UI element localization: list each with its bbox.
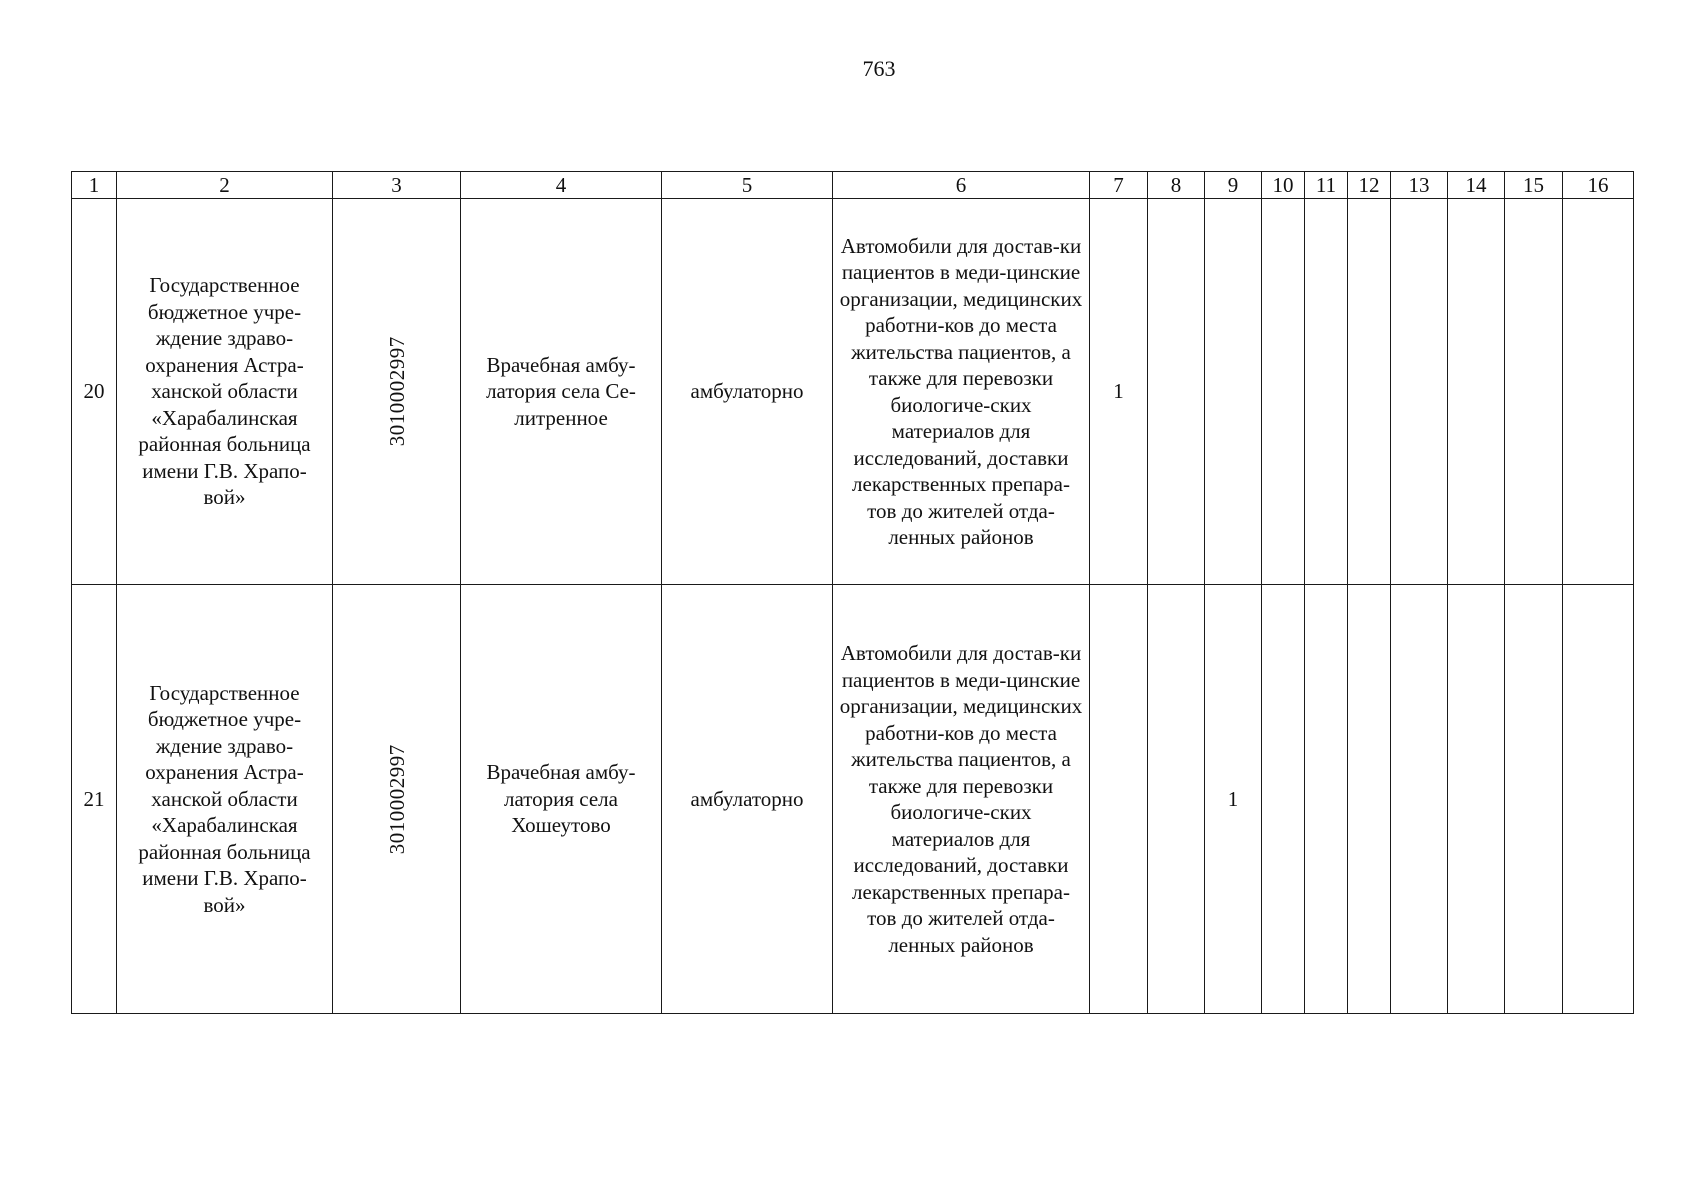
row-number-cell: 21: [72, 585, 117, 1014]
count-cell-16: [1563, 585, 1634, 1014]
count-cell-12: [1348, 585, 1391, 1014]
purpose-cell: [833, 199, 1090, 585]
column-number-header: 9: [1205, 172, 1262, 199]
unit-cell: [461, 585, 662, 1014]
unit-name: Врачебная амбу-латория села Хошеутово: [486, 760, 636, 838]
count-cell-14: [1448, 199, 1505, 585]
column-number-header: 3: [333, 172, 461, 199]
count-cell-9: 1: [1205, 585, 1262, 1014]
care-type-cell: амбулаторно: [662, 585, 833, 1014]
column-number-header: 15: [1505, 172, 1563, 199]
column-number-header: 11: [1305, 172, 1348, 199]
column-number-header: 2: [117, 172, 333, 199]
count-cell-7: [1090, 585, 1148, 1014]
organization-cell: [117, 199, 333, 585]
column-number-header: 1: [72, 172, 117, 199]
column-number-header: 16: [1563, 172, 1634, 199]
count-cell-8: [1148, 199, 1205, 585]
table-row: [72, 585, 1634, 1014]
count-cell-10: [1262, 585, 1305, 1014]
table-row: [72, 199, 1634, 585]
organization-code: 3010002997: [384, 744, 409, 854]
purpose-cell: [833, 585, 1090, 1014]
page-number: 763: [862, 56, 896, 81]
column-number-header: 14: [1448, 172, 1505, 199]
column-number-header: 4: [461, 172, 662, 199]
count-cell-13: [1391, 199, 1448, 585]
unit-cell: [461, 199, 662, 585]
column-number-header: 10: [1262, 172, 1305, 199]
count-cell-12: [1348, 199, 1391, 585]
count-cell-10: [1262, 199, 1305, 585]
organization-name: Государственное бюджетное учре-ждение здраво-охранения Астра-ханской области «Харабалинская районная больница имени Г.В. Храпо-вой»: [138, 680, 311, 917]
count-cell-15: [1505, 199, 1563, 585]
column-number-header: 8: [1148, 172, 1205, 199]
code-cell: [333, 199, 461, 585]
unit-name: Врачебная амбу-латория села Се-литренное: [486, 352, 636, 430]
count-cell-8: [1148, 585, 1205, 1014]
vehicle-purpose: Автомобили для достав-ки пациентов в меди-цинские организации, медицинских работни-ков до места жительства пациентов, а также для перевозки биологиче-ских материалов для исследований, доставки лекарственных препара-тов до жителей отда-ленных районов: [839, 233, 1083, 549]
count-cell-9: [1205, 199, 1262, 585]
count-cell-11: [1305, 585, 1348, 1014]
column-number-header: 7: [1090, 172, 1148, 199]
count-cell-13: [1391, 585, 1448, 1014]
count-cell-16: [1563, 199, 1634, 585]
count-cell-15: [1505, 585, 1563, 1014]
organization-name: Государственное бюджетное учре-ждение здраво-охранения Астра-ханской области «Харабалинская районная больница имени Г.В. Храпо-вой»: [138, 273, 311, 510]
care-type-cell: амбулаторно: [662, 199, 833, 585]
vehicle-purpose: Автомобили для достав-ки пациентов в меди-цинские организации, медицинских работни-ков до места жительства пациентов, а также для перевозки биологиче-ских материалов для исследований, доставки лекарственных препара-тов до жителей отда-ленных районов: [839, 641, 1083, 957]
column-number-header: 5: [662, 172, 833, 199]
column-number-row: [72, 172, 1634, 199]
row-number-cell: 20: [72, 199, 117, 585]
count-cell-11: [1305, 199, 1348, 585]
column-number-header: 12: [1348, 172, 1391, 199]
code-cell: [333, 585, 461, 1014]
organization-code: 3010002997: [384, 336, 409, 447]
column-number-header: 6: [833, 172, 1090, 199]
organization-cell: [117, 585, 333, 1014]
vehicle-allocation-table: [71, 171, 1634, 1014]
count-cell-7: 1: [1090, 199, 1148, 585]
column-number-header: 13: [1391, 172, 1448, 199]
count-cell-14: [1448, 585, 1505, 1014]
